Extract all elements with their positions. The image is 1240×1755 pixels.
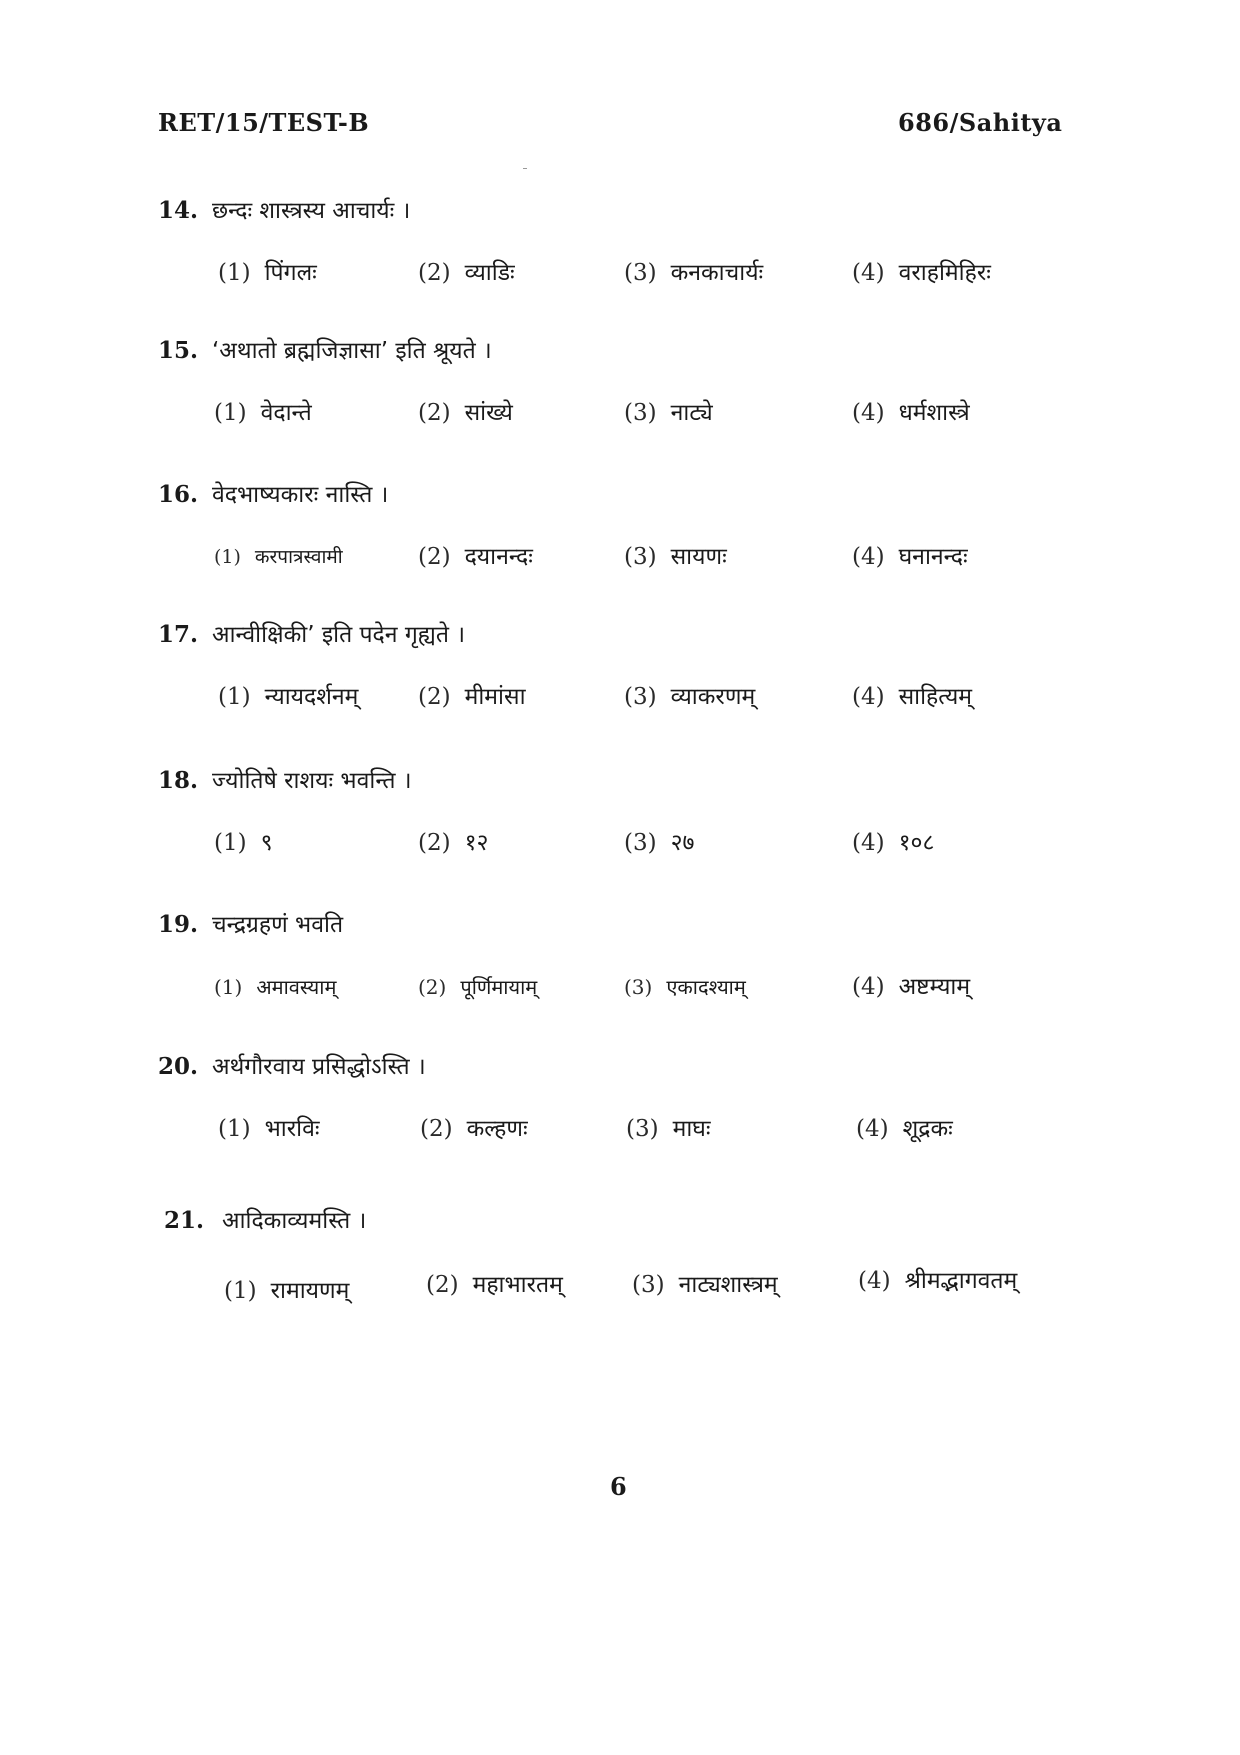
option-text: नाट्ये <box>670 400 713 426</box>
option-number: (3) <box>624 260 657 286</box>
option-number: (4) <box>852 544 885 570</box>
option-number: (4) <box>852 830 885 856</box>
option-2 <box>426 1268 563 1302</box>
option-number: (3) <box>624 684 657 710</box>
option-text: कल्हणः <box>466 1116 528 1142</box>
header-code: RET/15/TEST-B <box>158 108 370 137</box>
option-text: कनकाचार्यः <box>670 260 764 286</box>
option-number: (3) <box>624 830 657 856</box>
option-1 <box>214 826 273 860</box>
option-number: (3) <box>624 544 657 570</box>
option-number: (4) <box>858 1268 891 1294</box>
option-text: एकादश्याम् <box>666 975 746 999</box>
option-3 <box>624 826 695 860</box>
option-text: अमावस्याम् <box>256 975 337 999</box>
option-text: १०८ <box>898 830 935 856</box>
option-number: (1) <box>218 684 251 710</box>
option-text: शूद्रकः <box>902 1116 953 1142</box>
option-text: न्यायदर्शनम् <box>264 684 359 710</box>
question-number: 18. <box>158 767 199 794</box>
option-number: (3) <box>624 975 653 999</box>
option-number: (2) <box>418 544 451 570</box>
option-text: पूर्णिमायाम् <box>460 975 538 999</box>
option-3 <box>624 540 727 574</box>
option-text: साहित्यम् <box>898 684 973 710</box>
option-3 <box>624 396 713 430</box>
option-number: (2) <box>418 400 451 426</box>
option-number: (1) <box>214 975 243 999</box>
option-number: (4) <box>852 260 885 286</box>
option-number: (1) <box>214 400 247 426</box>
option-number: (4) <box>852 684 885 710</box>
option-number: (3) <box>632 1272 665 1298</box>
option-4 <box>852 256 991 290</box>
question-18 <box>0 764 1240 884</box>
question-text: अर्थगौरवाय प्रसिद्धोऽस्ति । <box>212 1054 426 1080</box>
option-text: धर्मशास्त्रे <box>898 400 970 426</box>
option-2 <box>420 1112 528 1146</box>
option-number: (1) <box>214 546 241 568</box>
option-text: अष्टम्याम् <box>898 974 971 1000</box>
question-16 <box>0 478 1240 598</box>
option-number: (4) <box>856 1116 889 1142</box>
option-number: (2) <box>418 684 451 710</box>
option-number: (1) <box>214 830 247 856</box>
option-number: (3) <box>626 1116 659 1142</box>
question-number: 14. <box>158 197 199 224</box>
option-text: वराहमिहिरः <box>898 260 991 286</box>
option-number: (1) <box>218 260 251 286</box>
option-number: (2) <box>420 1116 453 1142</box>
option-2 <box>418 970 537 1004</box>
option-1 <box>214 970 336 1004</box>
question-text: छन्दः शास्त्रस्य आचार्यः । <box>212 198 411 224</box>
option-text: १२ <box>464 830 489 856</box>
option-2 <box>418 680 526 714</box>
option-1 <box>214 540 343 574</box>
question-20 <box>0 1050 1240 1170</box>
option-text: २७ <box>670 830 695 856</box>
question-number: 17. <box>158 621 199 648</box>
option-text: रामायणम् <box>270 1278 350 1304</box>
option-3 <box>624 970 746 1004</box>
option-text: दयानन्दः <box>464 544 533 570</box>
option-4 <box>852 396 970 430</box>
option-number: (2) <box>418 975 447 999</box>
option-text: महाभारतम् <box>472 1272 563 1298</box>
option-1 <box>224 1274 349 1308</box>
question-17 <box>0 618 1240 738</box>
page-number: 6 <box>610 1472 627 1501</box>
option-2 <box>418 826 489 860</box>
option-text: वेदान्ते <box>260 400 312 426</box>
option-text: श्रीमद्भागवतम् <box>904 1268 1018 1294</box>
option-number: (4) <box>852 400 885 426</box>
option-1 <box>218 1112 320 1146</box>
option-4 <box>852 826 934 860</box>
question-number: 19. <box>158 911 199 938</box>
question-number: 20. <box>158 1053 199 1080</box>
option-text: सांख्ये <box>464 400 513 426</box>
option-2 <box>418 396 513 430</box>
option-number: (3) <box>624 400 657 426</box>
option-text: मीमांसा <box>464 684 526 710</box>
question-text: चन्द्रग्रहणं भवति <box>212 912 344 938</box>
question-14 <box>0 194 1240 314</box>
option-text: पिंगलः <box>264 260 317 286</box>
option-1 <box>214 396 312 430</box>
option-4 <box>852 680 972 714</box>
option-number: (2) <box>418 260 451 286</box>
option-text: व्याडिः <box>464 260 515 286</box>
option-number: (2) <box>418 830 451 856</box>
question-text: आन्वीक्षिकी’ इति पदेन गृह्यते । <box>212 622 466 648</box>
option-1 <box>218 256 317 290</box>
option-text: भारविः <box>264 1116 320 1142</box>
question-number: 15. <box>158 337 199 364</box>
option-3 <box>626 1112 711 1146</box>
option-4 <box>858 1264 1017 1298</box>
option-number: (2) <box>426 1272 459 1298</box>
option-text: घनानन्दः <box>898 544 968 570</box>
header-subject: 686/Sahitya <box>898 108 1063 137</box>
option-3 <box>632 1268 778 1302</box>
option-1 <box>218 680 358 714</box>
option-4 <box>856 1112 953 1146</box>
option-2 <box>418 256 515 290</box>
question-15 <box>0 334 1240 454</box>
option-4 <box>852 540 968 574</box>
option-3 <box>624 256 763 290</box>
option-3 <box>624 680 755 714</box>
scan-mark <box>523 168 527 169</box>
question-19 <box>0 908 1240 1028</box>
option-2 <box>418 540 533 574</box>
option-text: नाट्यशास्त्रम् <box>678 1272 778 1298</box>
question-number: 21. <box>164 1207 205 1234</box>
question-text: ज्योतिषे राशयः भवन्ति । <box>212 768 412 794</box>
option-text: करपात्रस्वामी <box>254 546 343 568</box>
option-text: सायणः <box>670 544 727 570</box>
option-number: (4) <box>852 974 885 1000</box>
question-number: 16. <box>158 481 199 508</box>
option-number: (1) <box>224 1278 257 1304</box>
option-text: ९ <box>260 830 273 856</box>
option-text: माघः <box>672 1116 711 1142</box>
question-21 <box>0 1204 1240 1324</box>
question-text: आदिकाव्यमस्ति । <box>222 1208 367 1234</box>
question-text: ‘अथातो ब्रह्मजिज्ञासा’ इति श्रूयते । <box>212 338 492 364</box>
option-number: (1) <box>218 1116 251 1142</box>
option-4 <box>852 970 970 1004</box>
option-text: व्याकरणम् <box>670 684 756 710</box>
question-text: वेदभाष्यकारः नास्ति । <box>212 482 389 508</box>
